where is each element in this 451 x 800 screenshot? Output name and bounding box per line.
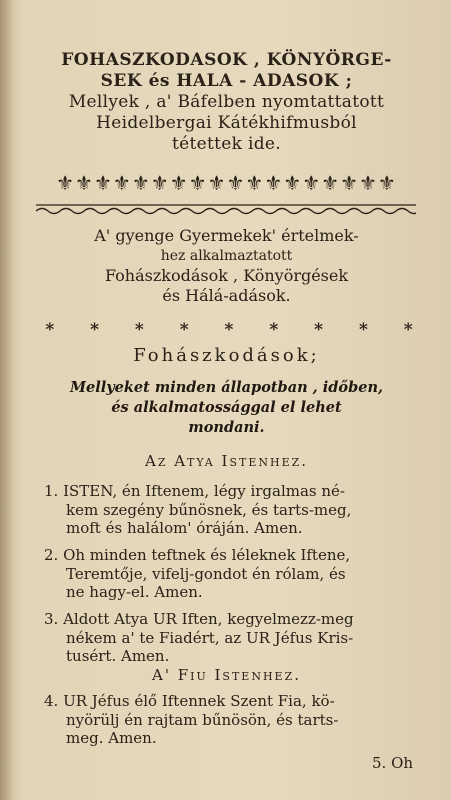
catchword: 5. Oh: [372, 754, 414, 772]
title-line-1: FOHASZKODASOK , KÖNYÖRGE-: [61, 50, 392, 70]
italic-note-line-3: mondani.: [188, 419, 265, 436]
prayer-4-line-3: meg. Amen.: [66, 729, 157, 747]
prayer-1-line-3: moft és halálom' óráján. Amen.: [66, 519, 303, 537]
heading-father: Az Atya Istenhez.: [144, 452, 309, 470]
page-gutter-shadow: [0, 0, 14, 800]
title-line-2: SEK és HALA - ADASOK ;: [100, 71, 353, 91]
prayer-1: [44, 482, 424, 538]
subtitle-line-1: A' gyenge Gyermekek' értelmek-: [94, 226, 359, 245]
prayer-3-line-1: 3. Aldott Atya UR Iften, kegyelmezz-meg: [44, 610, 354, 628]
subtitle-line-3: Fohászkodások , Könyörgések: [104, 266, 349, 285]
asterisk-divider: * * * * * * * * *: [45, 320, 428, 340]
italic-note-line-1: Mellyeket minden állapotban , időben,: [69, 379, 384, 396]
subtitle: [34, 226, 419, 306]
prayer-3-line-2: nékem a' te Fiadért, az UR Jéfus Kris-: [66, 628, 354, 647]
fleuron-ornament-row: ⚜⚜⚜⚜⚜⚜⚜⚜⚜⚜⚜⚜⚜⚜⚜⚜⚜⚜: [56, 171, 397, 195]
prayer-4: [44, 692, 424, 748]
prayer-4-line-2: nyörülj én rajtam bűnösön, és tarts-: [66, 710, 339, 729]
italic-note-line-2: és alkalmatossággal el lehet: [111, 399, 342, 416]
title-line-5: tétettek ide.: [172, 134, 281, 154]
prayer-1-line-2: kem szegény bűnösnek, és tarts-meg,: [66, 500, 352, 519]
title-line-3: Mellyek , a' Báfelben nyomtattatott: [68, 92, 385, 112]
section-title: Fohászkodások;: [133, 345, 320, 366]
heading-son: A' Fiu Istenhez.: [151, 666, 301, 684]
subtitle-line-2: hez alkalmaztatott: [160, 248, 293, 264]
title-line-4: Heidelbergai Kátékhifmusból: [96, 113, 357, 133]
prayer-4-line-1: 4. UR Jéfus élő Iftennek Szent Fia, kö-: [44, 692, 335, 710]
prayer-2-line-2: Teremtője, vifelj-gondot én rólam, és: [66, 564, 346, 583]
prayer-1-line-1: 1. ISTEN, én Iftenem, légy irgalmas né-: [44, 482, 345, 500]
prayer-2: [44, 546, 424, 602]
prayer-3: [44, 610, 424, 666]
prayer-3-line-3: tusért. Amen.: [66, 647, 170, 665]
subtitle-line-4: és Hálá-adások.: [162, 286, 291, 305]
wavy-divider: [36, 204, 416, 216]
prayer-2-line-3: ne hagy-el. Amen.: [66, 583, 203, 601]
prayer-2-line-1: 2. Oh minden teftnek és léleknek Iftene,: [44, 546, 351, 564]
italic-note: [34, 378, 419, 438]
page-title: [34, 50, 419, 155]
